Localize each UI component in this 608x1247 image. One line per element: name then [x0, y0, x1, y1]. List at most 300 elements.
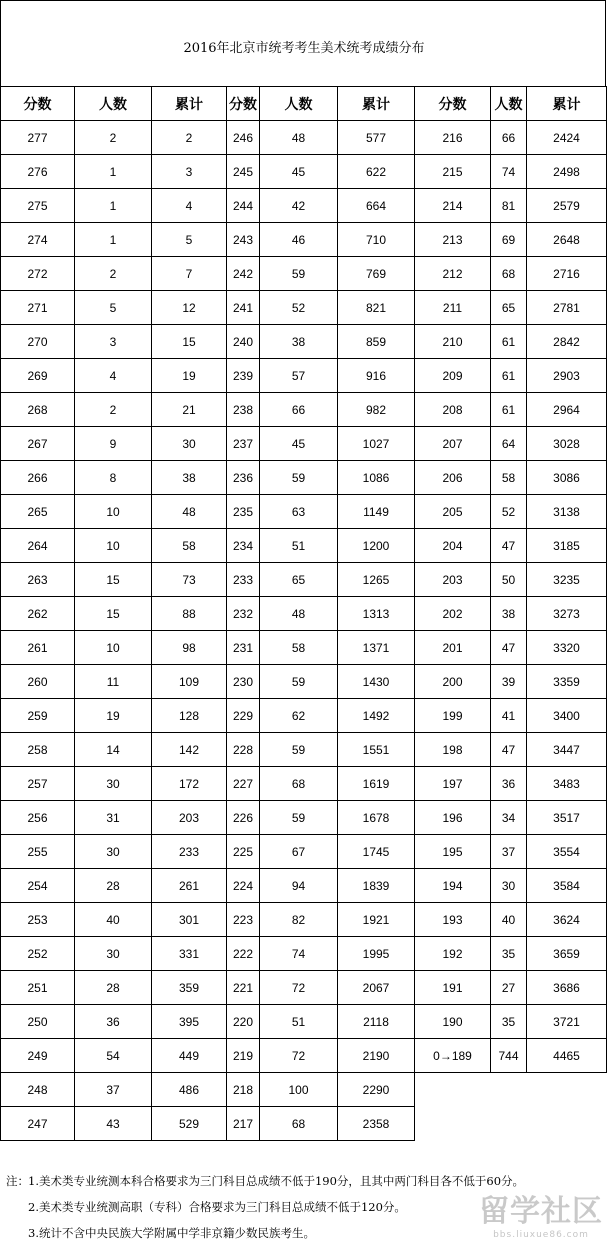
table-row	[1, 597, 607, 631]
table-cell: 100	[260, 1073, 338, 1107]
table-row	[1, 869, 607, 903]
table-cell: 45	[260, 155, 338, 189]
table-cell: 242	[227, 257, 260, 291]
table-cell: 142	[152, 733, 227, 767]
table-cell: 73	[152, 563, 227, 597]
empty-cell	[491, 1073, 527, 1107]
table-cell: 21	[152, 393, 227, 427]
table-cell: 51	[260, 529, 338, 563]
table-cell: 199	[415, 699, 491, 733]
table-cell: 68	[260, 767, 338, 801]
table-cell: 109	[152, 665, 227, 699]
table-cell: 68	[491, 257, 527, 291]
table-cell: 1027	[338, 427, 415, 461]
table-cell: 1	[75, 155, 152, 189]
table-cell: 577	[338, 121, 415, 155]
table-cell: 271	[1, 291, 75, 325]
table-cell: 38	[152, 461, 227, 495]
table-cell: 2648	[527, 223, 607, 257]
table-cell: 247	[1, 1107, 75, 1141]
table-cell: 254	[1, 869, 75, 903]
table-cell: 233	[227, 563, 260, 597]
table-cell: 821	[338, 291, 415, 325]
table-cell: 227	[227, 767, 260, 801]
column-header: 人数	[491, 87, 527, 121]
table-cell: 27	[491, 971, 527, 1005]
table-cell: 744	[491, 1039, 527, 1073]
table-cell: 82	[260, 903, 338, 937]
table-cell: 233	[152, 835, 227, 869]
table-cell: 275	[1, 189, 75, 223]
table-row	[1, 1107, 607, 1141]
table-cell: 222	[227, 937, 260, 971]
table-cell: 3028	[527, 427, 607, 461]
table-cell: 2358	[338, 1107, 415, 1141]
table-cell: 1678	[338, 801, 415, 835]
table-row	[1, 1073, 607, 1107]
table-cell: 1265	[338, 563, 415, 597]
table-cell: 274	[1, 223, 75, 257]
table-cell: 221	[227, 971, 260, 1005]
table-cell: 51	[260, 1005, 338, 1039]
column-header: 累计	[152, 87, 227, 121]
table-cell: 38	[260, 325, 338, 359]
table-cell: 235	[227, 495, 260, 529]
table-cell: 94	[260, 869, 338, 903]
table-cell: 37	[75, 1073, 152, 1107]
notes-lead: 注：	[6, 1174, 29, 1188]
table-cell: 231	[227, 631, 260, 665]
table-cell: 3517	[527, 801, 607, 835]
table-cell: 264	[1, 529, 75, 563]
table-cell: 201	[415, 631, 491, 665]
table-cell: 19	[152, 359, 227, 393]
table-cell: 228	[227, 733, 260, 767]
table-cell: 213	[415, 223, 491, 257]
table-cell: 36	[75, 1005, 152, 1039]
table-cell: 42	[260, 189, 338, 223]
table-row	[1, 223, 607, 257]
table-cell: 622	[338, 155, 415, 189]
table-cell: 1430	[338, 665, 415, 699]
empty-cell	[527, 1107, 607, 1141]
table-cell: 331	[152, 937, 227, 971]
table-row	[1, 767, 607, 801]
table-cell: 270	[1, 325, 75, 359]
table-cell: 234	[227, 529, 260, 563]
table-cell: 98	[152, 631, 227, 665]
table-row	[1, 257, 607, 291]
table-cell: 1	[75, 223, 152, 257]
table-cell: 65	[491, 291, 527, 325]
table-cell: 3359	[527, 665, 607, 699]
table-cell: 198	[415, 733, 491, 767]
table-cell: 529	[152, 1107, 227, 1141]
table-row	[1, 529, 607, 563]
table-cell: 30	[491, 869, 527, 903]
table-cell: 57	[260, 359, 338, 393]
table-cell: 265	[1, 495, 75, 529]
table-cell: 202	[415, 597, 491, 631]
table-cell: 197	[415, 767, 491, 801]
table-row	[1, 1005, 607, 1039]
table-cell: 67	[260, 835, 338, 869]
table-row	[1, 291, 607, 325]
table-cell: 486	[152, 1073, 227, 1107]
table-cell: 30	[75, 835, 152, 869]
table-cell: 916	[338, 359, 415, 393]
table-cell: 241	[227, 291, 260, 325]
table-cell: 41	[491, 699, 527, 733]
table-cell: 207	[415, 427, 491, 461]
table-cell: 1492	[338, 699, 415, 733]
note-line-1	[6, 1168, 524, 1194]
table-cell: 243	[227, 223, 260, 257]
table-cell: 3320	[527, 631, 607, 665]
table-cell: 359	[152, 971, 227, 1005]
table-cell: 1200	[338, 529, 415, 563]
table-cell: 206	[415, 461, 491, 495]
table-cell: 217	[227, 1107, 260, 1141]
page-title: 2016年北京市统考考生美术统考成绩分布	[183, 41, 425, 56]
table-cell: 251	[1, 971, 75, 1005]
table-cell: 232	[227, 597, 260, 631]
column-header: 分数	[415, 87, 491, 121]
table-cell: 3	[152, 155, 227, 189]
table-cell: 30	[75, 767, 152, 801]
table-cell: 30	[152, 427, 227, 461]
column-header: 人数	[75, 87, 152, 121]
table-cell: 74	[491, 155, 527, 189]
table-cell: 249	[1, 1039, 75, 1073]
table-cell: 59	[260, 801, 338, 835]
table-cell: 266	[1, 461, 75, 495]
table-cell: 259	[1, 699, 75, 733]
table-cell: 449	[152, 1039, 227, 1073]
table-cell: 209	[415, 359, 491, 393]
table-cell: 239	[227, 359, 260, 393]
table-row	[1, 699, 607, 733]
note-line-2	[6, 1194, 406, 1220]
table-cell: 47	[491, 631, 527, 665]
table-cell: 203	[152, 801, 227, 835]
table-row	[1, 937, 607, 971]
table-cell: 253	[1, 903, 75, 937]
table-cell: 215	[415, 155, 491, 189]
table-row	[1, 495, 607, 529]
table-cell: 39	[491, 665, 527, 699]
table-row	[1, 325, 607, 359]
table-cell: 36	[491, 767, 527, 801]
table-cell: 172	[152, 767, 227, 801]
table-row	[1, 563, 607, 597]
table-cell: 214	[415, 189, 491, 223]
table-cell: 10	[75, 495, 152, 529]
table-cell: 216	[415, 121, 491, 155]
table-cell: 301	[152, 903, 227, 937]
column-header: 分数	[227, 87, 260, 121]
table-row	[1, 155, 607, 189]
table-cell: 218	[227, 1073, 260, 1107]
empty-cell	[491, 1107, 527, 1141]
column-header: 累计	[338, 87, 415, 121]
table-cell: 2	[75, 257, 152, 291]
table-cell: 14	[75, 733, 152, 767]
table-cell: 263	[1, 563, 75, 597]
table-row	[1, 189, 607, 223]
table-cell: 59	[260, 733, 338, 767]
table-cell: 10	[75, 529, 152, 563]
table-row	[1, 1039, 607, 1073]
table-cell: 4	[75, 359, 152, 393]
table-cell: 1995	[338, 937, 415, 971]
table-cell: 1	[75, 189, 152, 223]
table-cell: 15	[75, 597, 152, 631]
table-row	[1, 665, 607, 699]
empty-cell	[527, 1073, 607, 1107]
table-cell: 30	[75, 937, 152, 971]
table-cell: 128	[152, 699, 227, 733]
table-cell: 8	[75, 461, 152, 495]
table-cell: 2	[152, 121, 227, 155]
table-cell: 15	[152, 325, 227, 359]
table-cell: 64	[491, 427, 527, 461]
table-row	[1, 801, 607, 835]
title-box	[0, 0, 606, 87]
table-cell: 3138	[527, 495, 607, 529]
watermark-logo	[479, 1186, 603, 1240]
table-cell: 47	[491, 733, 527, 767]
table-cell: 1619	[338, 767, 415, 801]
table-cell: 192	[415, 937, 491, 971]
table-body	[1, 121, 607, 1141]
table-cell: 3	[75, 325, 152, 359]
table-cell: 66	[491, 121, 527, 155]
table-row	[1, 903, 607, 937]
table-cell: 10	[75, 631, 152, 665]
table-cell: 45	[260, 427, 338, 461]
score-table	[0, 86, 607, 1141]
table-row	[1, 427, 607, 461]
table-cell: 48	[260, 121, 338, 155]
table-cell: 3659	[527, 937, 607, 971]
table-cell: 236	[227, 461, 260, 495]
table-cell: 3483	[527, 767, 607, 801]
table-cell: 40	[491, 903, 527, 937]
table-cell: 220	[227, 1005, 260, 1039]
table-cell: 62	[260, 699, 338, 733]
table-cell: 256	[1, 801, 75, 835]
table-cell: 208	[415, 393, 491, 427]
table-cell: 237	[227, 427, 260, 461]
table-cell: 769	[338, 257, 415, 291]
table-cell: 48	[260, 597, 338, 631]
table-cell: 31	[75, 801, 152, 835]
table-cell: 2	[75, 393, 152, 427]
table-cell: 277	[1, 121, 75, 155]
table-cell: 395	[152, 1005, 227, 1039]
table-cell: 63	[260, 495, 338, 529]
table-cell: 272	[1, 257, 75, 291]
table-cell: 710	[338, 223, 415, 257]
table-cell: 2290	[338, 1073, 415, 1107]
table-cell: 28	[75, 869, 152, 903]
table-cell: 5	[152, 223, 227, 257]
table-cell: 1086	[338, 461, 415, 495]
table-cell: 269	[1, 359, 75, 393]
column-header: 人数	[260, 87, 338, 121]
table-cell: 240	[227, 325, 260, 359]
table-cell: 3185	[527, 529, 607, 563]
column-header: 累计	[527, 87, 607, 121]
table-cell: 0→189	[415, 1039, 491, 1073]
column-header: 分数	[1, 87, 75, 121]
table-cell: 194	[415, 869, 491, 903]
table-cell: 58	[260, 631, 338, 665]
table-cell: 52	[491, 495, 527, 529]
table-cell: 1551	[338, 733, 415, 767]
table-cell: 258	[1, 733, 75, 767]
table-cell: 1149	[338, 495, 415, 529]
table-cell: 3686	[527, 971, 607, 1005]
table-cell: 230	[227, 665, 260, 699]
table-cell: 59	[260, 461, 338, 495]
table-cell: 66	[260, 393, 338, 427]
table-cell: 50	[491, 563, 527, 597]
table-cell: 260	[1, 665, 75, 699]
table-cell: 2842	[527, 325, 607, 359]
table-cell: 246	[227, 121, 260, 155]
table-cell: 2903	[527, 359, 607, 393]
table-cell: 3447	[527, 733, 607, 767]
table-cell: 59	[260, 257, 338, 291]
table-cell: 58	[491, 461, 527, 495]
table-cell: 3235	[527, 563, 607, 597]
table-cell: 229	[227, 699, 260, 733]
table-row	[1, 835, 607, 869]
table-cell: 196	[415, 801, 491, 835]
table-cell: 2067	[338, 971, 415, 1005]
table-cell: 37	[491, 835, 527, 869]
table-cell: 34	[491, 801, 527, 835]
table-cell: 205	[415, 495, 491, 529]
table-cell: 255	[1, 835, 75, 869]
watermark-text: 留学社区	[479, 1194, 603, 1229]
table-cell: 245	[227, 155, 260, 189]
table-cell: 3721	[527, 1005, 607, 1039]
table-cell: 982	[338, 393, 415, 427]
table-cell: 2716	[527, 257, 607, 291]
table-cell: 203	[415, 563, 491, 597]
table-cell: 262	[1, 597, 75, 631]
table-cell: 244	[227, 189, 260, 223]
table-cell: 2118	[338, 1005, 415, 1039]
table-cell: 54	[75, 1039, 152, 1073]
table-cell: 3584	[527, 869, 607, 903]
table-cell: 4465	[527, 1039, 607, 1073]
table-cell: 72	[260, 1039, 338, 1073]
table-cell: 3624	[527, 903, 607, 937]
table-cell: 2190	[338, 1039, 415, 1073]
table-cell: 9	[75, 427, 152, 461]
table-cell: 3554	[527, 835, 607, 869]
table-cell: 248	[1, 1073, 75, 1107]
table-cell: 664	[338, 189, 415, 223]
note-text-3: 3.统计不含中央民族大学附属中学非京籍少数民族考生。	[28, 1226, 315, 1240]
table-cell: 211	[415, 291, 491, 325]
table-cell: 19	[75, 699, 152, 733]
table-cell: 210	[415, 325, 491, 359]
table-row	[1, 121, 607, 155]
table-cell: 193	[415, 903, 491, 937]
table-cell: 15	[75, 563, 152, 597]
table-row	[1, 631, 607, 665]
table-row	[1, 733, 607, 767]
table-cell: 257	[1, 767, 75, 801]
table-cell: 69	[491, 223, 527, 257]
note-text-1: 1.美术类专业统测本科合格要求为三门科目总成绩不低于190分，且其中两门科目各不低于60分。	[28, 1174, 525, 1188]
table-cell: 226	[227, 801, 260, 835]
empty-cell	[415, 1073, 491, 1107]
table-cell: 88	[152, 597, 227, 631]
table-cell: 28	[75, 971, 152, 1005]
table-cell: 1371	[338, 631, 415, 665]
table-cell: 72	[260, 971, 338, 1005]
table-cell: 204	[415, 529, 491, 563]
table-cell: 7	[152, 257, 227, 291]
table-cell: 261	[152, 869, 227, 903]
table-cell: 276	[1, 155, 75, 189]
table-cell: 40	[75, 903, 152, 937]
table-cell: 81	[491, 189, 527, 223]
empty-cell	[415, 1107, 491, 1141]
table-cell: 219	[227, 1039, 260, 1073]
table-cell: 58	[152, 529, 227, 563]
watermark-url: bbs.liuxue86.com	[493, 1230, 589, 1240]
table-cell: 200	[415, 665, 491, 699]
table-row	[1, 971, 607, 1005]
table-cell: 252	[1, 937, 75, 971]
table-cell: 2	[75, 121, 152, 155]
table-cell: 2964	[527, 393, 607, 427]
table-cell: 238	[227, 393, 260, 427]
table-cell: 3400	[527, 699, 607, 733]
table-cell: 38	[491, 597, 527, 631]
table-cell: 191	[415, 971, 491, 1005]
table-cell: 261	[1, 631, 75, 665]
table-cell: 61	[491, 393, 527, 427]
table-cell: 48	[152, 495, 227, 529]
table-cell: 68	[260, 1107, 338, 1141]
table-header-row	[1, 87, 607, 121]
table-cell: 35	[491, 1005, 527, 1039]
table-cell: 212	[415, 257, 491, 291]
table-cell: 3086	[527, 461, 607, 495]
table-cell: 267	[1, 427, 75, 461]
table-row	[1, 359, 607, 393]
table-cell: 35	[491, 937, 527, 971]
table-cell: 43	[75, 1107, 152, 1141]
table-cell: 2579	[527, 189, 607, 223]
table-cell: 65	[260, 563, 338, 597]
table-cell: 61	[491, 325, 527, 359]
table-cell: 268	[1, 393, 75, 427]
table-cell: 46	[260, 223, 338, 257]
table-cell: 52	[260, 291, 338, 325]
table-cell: 225	[227, 835, 260, 869]
table-cell: 61	[491, 359, 527, 393]
table-row	[1, 461, 607, 495]
